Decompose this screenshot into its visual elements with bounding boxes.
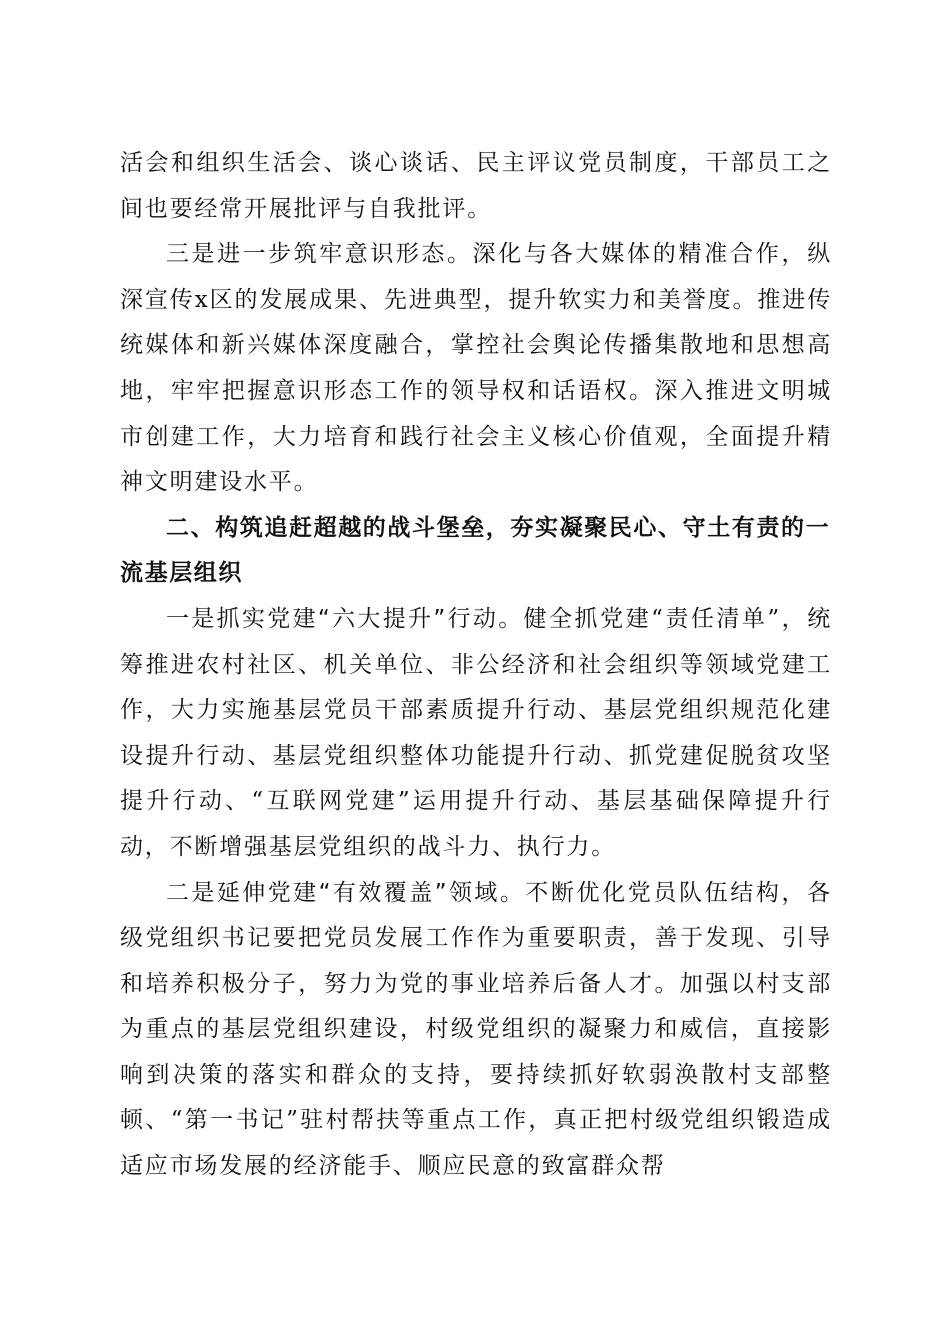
paragraph-six-upgrades [120, 597, 832, 871]
paragraph-lead: 一是抓实党建“六大提升”行动。 [166, 605, 524, 632]
paragraph-coverage [120, 871, 832, 1190]
section-heading: 二、构筑追赶超越的战斗堡垒，夯实凝聚民心、守土有责的一流基层组织 [120, 514, 831, 587]
paragraph-text: 健全抓党建“责任清单”，统筹推进农村社区、机关单位、非公经济和社会组织等领域党建工作，大力实施基层党员干部素质提升行动、基层党组织规范化建设提升行动、基层党组织整体功能提升行动、抓党建促脱贫攻坚提升行动、“互联网党建”运用提升行动、基层基础保障提升行动，不断增强基层党组织的战斗力、执行力。 [120, 605, 832, 860]
paragraph-continuation [120, 141, 832, 232]
paragraph-text: 不断优化党员队伍结构，各级党组织书记要把党员发展工作作为重要职责，善于发现、引导和培养积极分子，努力为党的事业培养后备人才。加强以村支部为重点的基层党组织建设，村级党组织的凝聚力和威信，直接影响到决策的落实和群众的支持，要持续抓好软弱涣散村支部整顿、“第一书记”驻村帮扶等重点工作，真正把村级党组织锻造成适应市场发展的经济能手、顺应民意的致富群众帮 [120, 879, 832, 1180]
paragraph-ideology [120, 232, 832, 506]
paragraph-lead: 二是延伸党建“有效覆盖”领域。 [166, 879, 526, 906]
paragraph-lead: 三是进一步筑牢意识形态。 [166, 241, 473, 268]
document-body [120, 141, 832, 1190]
paragraph-text: 深化与各大媒体的精准合作，纵深宣传x区的发展成果、先进典型，提升软实力和美誉度。推进传统媒体和新兴媒体深度融合，掌控社会舆论传播集散地和思想高地，牢牢把握意识形态工作的领导权和话语权。深入推进文明城市创建工作，大力培育和践行社会主义核心价值观，全面提升精神文明建设水平。 [120, 241, 832, 496]
paragraph-text: 活会和组织生活会、谈心谈话、民主评议党员制度，干部员工之间也要经常开展批评与自我批评。 [120, 150, 832, 222]
